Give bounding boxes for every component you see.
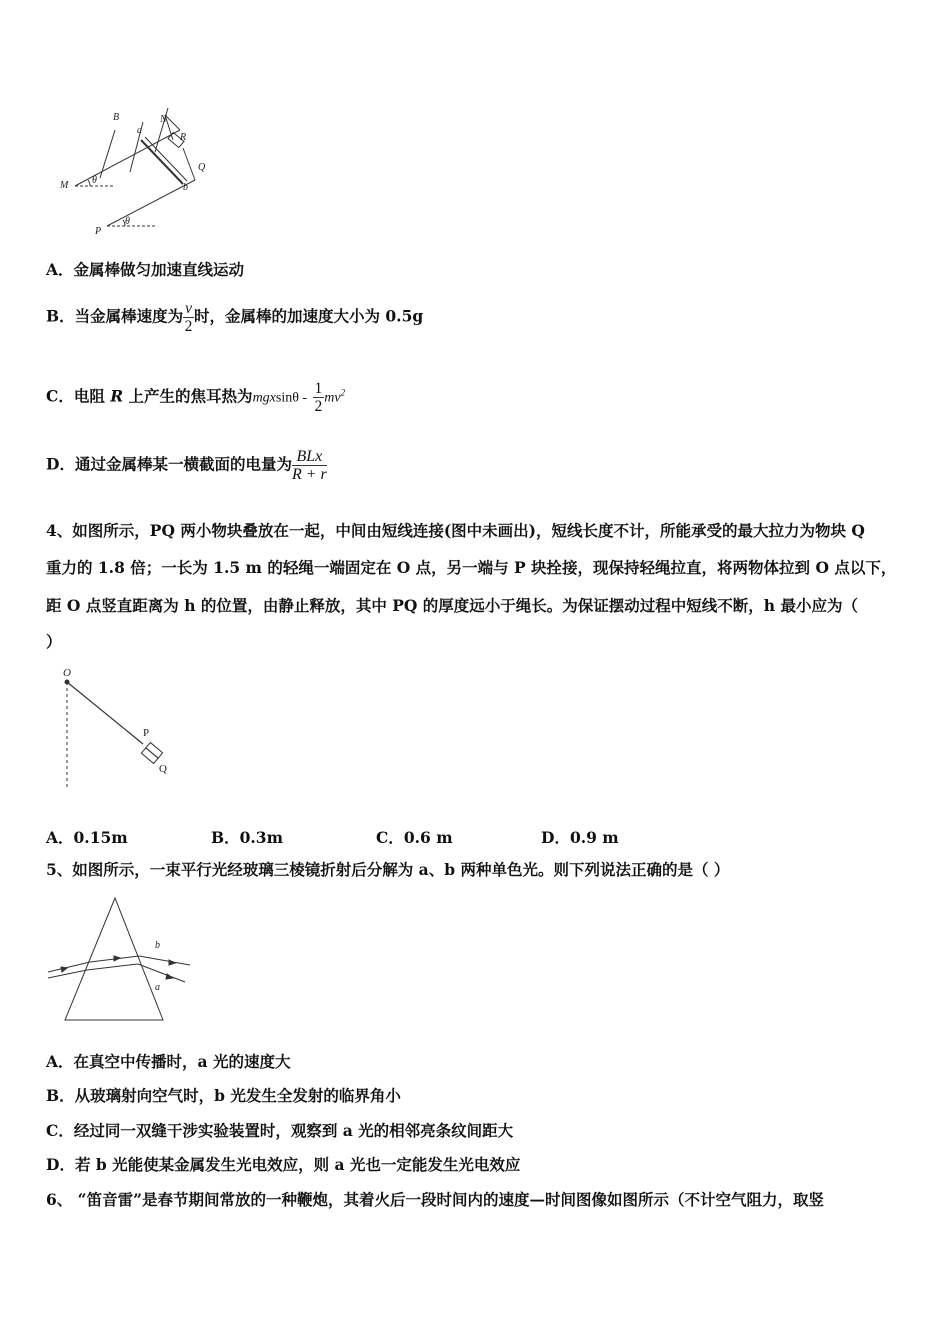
fig1-label-P: P <box>95 226 102 237</box>
fig3-label-b: b <box>155 940 160 951</box>
q4-option-a: A．0.15m <box>46 828 128 847</box>
q3-option-c <box>46 380 345 415</box>
fig1-label-R: R <box>180 132 187 143</box>
q4-text-line4: ） <box>46 632 62 651</box>
fig1-label-b: b <box>183 182 188 193</box>
q4-option-c: C．0.6 m <box>376 828 453 847</box>
q3-option-d-prefix: D．通过金属棒某一横截面的电量为 <box>46 454 292 474</box>
q5-option-a: A．在真空中传播时，a 光的速度大 <box>46 1052 291 1071</box>
q4-text-line3: 距 O 点竖直距离为 h 的位置，由静止释放，其中 PQ 的厚度远小于绳长。为保证摆动过程中短线不断，h 最小应为（ <box>46 596 858 615</box>
q4-option-b: B．0.3m <box>211 828 283 847</box>
q3-option-d-fraction <box>292 448 327 483</box>
fig1-label-M: M <box>60 180 69 191</box>
figure-inclined-rails <box>55 100 235 240</box>
q3-c-frac-den: 2 <box>314 398 323 415</box>
q5-text: 5、如图所示，一束平行光经玻璃三棱镜折射后分解为 a、b 两种单色光。则下列说法正确的是（ ） <box>46 860 730 879</box>
q3-option-c-prefix: C．电阻 <box>46 386 105 406</box>
fig3-label-a: a <box>155 982 160 993</box>
fig1-label-Q: Q <box>198 162 206 173</box>
q3-option-b-suffix: 时，金属棒的加速度大小为 0.5g <box>194 306 424 326</box>
q3-b-frac-num: v <box>185 300 192 317</box>
fig1-label-theta2: θ <box>125 216 130 227</box>
q3-option-c-mid: 上产生的焦耳热为 <box>128 386 253 406</box>
figure-prism <box>45 890 205 1025</box>
q3-b-frac-den: 2 <box>184 318 193 335</box>
fig1-label-N: N <box>160 114 167 125</box>
q3-option-b <box>46 300 423 335</box>
q4-option-d: D．0.9 m <box>541 828 619 847</box>
q4-text-line1: 4、如图所示，PQ 两小物块叠放在一起，中间由短线连接(图中未画出)，短线长度不计，所能承受的最大拉力为物块 Q <box>46 521 865 540</box>
fig2-label-p: P <box>143 727 150 739</box>
fig1-label-a: a <box>137 125 142 136</box>
fig2-label-q: Q <box>159 763 167 775</box>
q3-option-d <box>46 448 327 483</box>
q3-d-frac-den: R + r <box>291 466 327 483</box>
q5-option-b: B．从玻璃射向空气时，b 光发生全发射的临界角小 <box>46 1086 401 1105</box>
q3-c-expr1: mgx <box>252 390 276 406</box>
q5-option-d: D．若 b 光能使某金属发生光电效应，则 a 光也一定能发生光电效应 <box>46 1155 521 1174</box>
fig1-label-B: B <box>113 112 120 123</box>
q4-text-line2: 重力的 1.8 倍；一长为 1.5 m 的轻绳一端固定在 O 点，另一端与 P 块拴接，现保持轻绳拉直，将两物体拉到 O 点以下， <box>46 558 897 577</box>
q3-option-a: A．金属棒做匀加速直线运动 <box>46 260 245 279</box>
q3-c-exp: 2 <box>340 387 346 398</box>
q3-c-expr3: mv <box>324 390 341 406</box>
q3-c-expr2: sinθ - <box>275 390 308 406</box>
q3-c-frac-num: 1 <box>314 380 323 397</box>
q5-option-c: C．经过同一双缝干涉实验装置时，观察到 a 光的相邻亮条纹间距大 <box>46 1121 514 1140</box>
q3-option-b-fraction <box>183 300 194 335</box>
figure-pendulum <box>55 662 195 792</box>
fig2-label-o: O <box>63 667 71 679</box>
q3-option-c-fraction <box>313 380 325 415</box>
q3-d-frac-num: BLx <box>292 448 327 466</box>
q3-option-b-prefix: B．当金属棒速度为 <box>46 306 184 326</box>
q3-option-c-r: R <box>110 386 124 406</box>
q6-text: 6、 “笛音雷”是春节期间常放的一种鞭炮，其着火后一段时间内的速度—时间图像如图所示（不计空气阻力，取竖 <box>46 1190 825 1209</box>
fig1-label-theta1: θ <box>92 175 97 186</box>
